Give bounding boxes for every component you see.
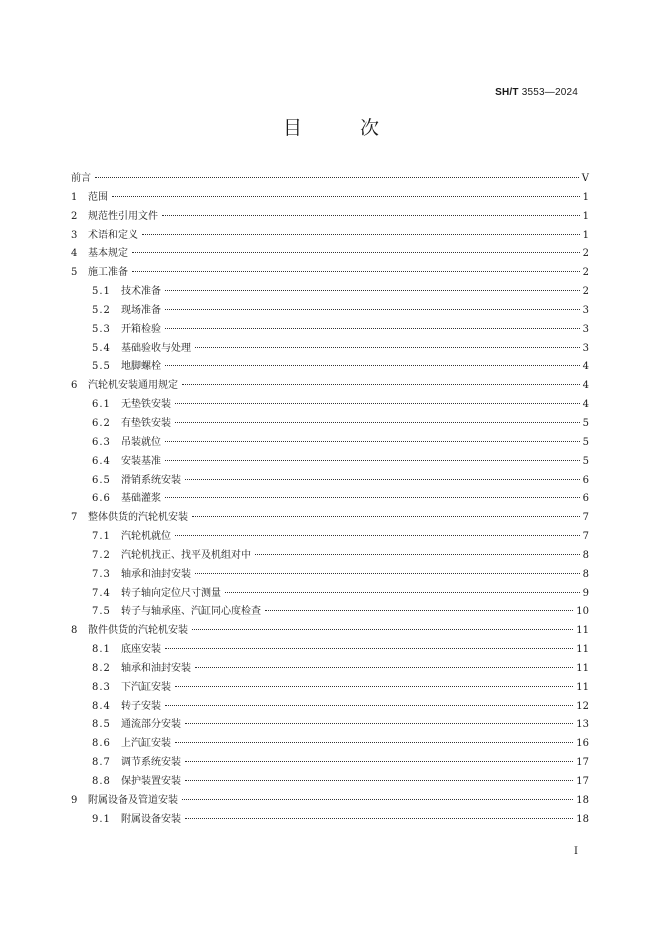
toc-entry-number: 8.7 bbox=[92, 757, 111, 769]
toc-entry-number: 5.1 bbox=[92, 286, 111, 298]
toc-entry-number: 8.5 bbox=[92, 719, 111, 731]
toc-leader-dots bbox=[95, 177, 579, 178]
toc-leader-dots bbox=[185, 761, 573, 762]
toc-entry-page: 2 bbox=[582, 248, 589, 260]
toc-entry-number: 5.3 bbox=[92, 323, 111, 335]
toc-leader-dots bbox=[165, 290, 580, 291]
toc-entry[interactable] bbox=[71, 396, 589, 415]
toc-entry-title: 下汽缸安装 bbox=[121, 681, 171, 693]
standard-number: 3553—2024 bbox=[518, 87, 578, 98]
toc-entry-title: 底座安装 bbox=[121, 644, 161, 656]
toc-entry-title: 基础验收与处理 bbox=[121, 342, 191, 354]
toc-entry-title: 安装基准 bbox=[121, 455, 161, 467]
toc-entry[interactable] bbox=[71, 321, 589, 340]
toc-entry[interactable] bbox=[71, 811, 589, 830]
table-of-contents bbox=[71, 170, 589, 830]
toc-entry-number: 3 bbox=[71, 229, 78, 241]
toc-entry[interactable] bbox=[71, 660, 589, 679]
toc-leader-dots bbox=[175, 686, 573, 687]
toc-entry-page: 17 bbox=[576, 776, 589, 787]
toc-entry[interactable] bbox=[71, 434, 589, 453]
toc-entry-page: 17 bbox=[576, 757, 589, 769]
toc-entry-title: 汽轮机找正、找平及机组对中 bbox=[121, 549, 251, 561]
toc-leader-dots bbox=[265, 610, 573, 611]
toc-entry-page: V bbox=[581, 173, 589, 184]
toc-leader-dots bbox=[112, 196, 580, 197]
toc-entry[interactable] bbox=[71, 340, 589, 359]
toc-leader-dots bbox=[165, 309, 580, 310]
toc-entry[interactable] bbox=[71, 208, 589, 227]
toc-entry-number: 6 bbox=[71, 380, 78, 392]
toc-entry-title: 现场准备 bbox=[121, 304, 161, 316]
toc-entry-page: 16 bbox=[576, 738, 589, 750]
toc-entry-number: 5 bbox=[71, 267, 78, 279]
page-title bbox=[0, 113, 662, 140]
toc-entry-page: 11 bbox=[576, 625, 589, 637]
toc-entry[interactable] bbox=[71, 472, 589, 491]
toc-entry-title: 散件供货的汽轮机安装 bbox=[88, 625, 188, 637]
toc-entry-page: 4 bbox=[582, 361, 589, 373]
toc-entry-number: 8 bbox=[71, 625, 78, 637]
toc-leader-dots bbox=[132, 252, 580, 253]
toc-entry-title: 范围 bbox=[88, 191, 108, 203]
toc-leader-dots bbox=[185, 818, 573, 819]
toc-entry-number: 8.4 bbox=[92, 700, 111, 712]
toc-entry[interactable] bbox=[71, 490, 589, 509]
toc-leader-dots bbox=[192, 516, 580, 517]
toc-entry-number: 5.2 bbox=[92, 304, 111, 316]
toc-leader-dots bbox=[175, 535, 580, 536]
toc-entry[interactable] bbox=[71, 358, 589, 377]
toc-entry-title: 轴承和油封安装 bbox=[121, 662, 191, 674]
toc-entry-title: 施工准备 bbox=[88, 267, 128, 279]
toc-entry-page: 18 bbox=[576, 794, 589, 806]
title-char-1: 目 bbox=[282, 117, 302, 139]
toc-entry-page: 4 bbox=[582, 399, 589, 411]
toc-entry[interactable] bbox=[71, 264, 589, 283]
toc-leader-dots bbox=[185, 479, 580, 480]
toc-entry-page: 6 bbox=[582, 493, 589, 505]
toc-entry-title: 汽轮机安装通用规定 bbox=[88, 380, 178, 392]
toc-entry-number: 9 bbox=[71, 794, 78, 806]
toc-leader-dots bbox=[185, 780, 573, 781]
toc-leader-dots bbox=[182, 799, 573, 800]
page-number: I bbox=[574, 846, 578, 857]
toc-entry-title: 附属设备及管道安装 bbox=[88, 794, 178, 806]
toc-leader-dots bbox=[255, 554, 580, 555]
toc-entry-page: 5 bbox=[582, 417, 589, 429]
toc-entry[interactable] bbox=[71, 227, 589, 246]
toc-entry-number: 8.8 bbox=[92, 776, 111, 787]
toc-entry-number: 6.5 bbox=[92, 474, 111, 486]
toc-leader-dots bbox=[182, 384, 580, 385]
toc-entry-page: 6 bbox=[582, 474, 589, 486]
toc-entry-page: 1 bbox=[582, 229, 589, 241]
toc-leader-dots bbox=[175, 422, 580, 423]
toc-entry-page: 1 bbox=[582, 210, 589, 222]
toc-entry[interactable] bbox=[71, 679, 589, 698]
toc-entry[interactable] bbox=[71, 453, 589, 472]
toc-entry-page: 8 bbox=[582, 549, 589, 561]
toc-entry-number: 8.3 bbox=[92, 681, 111, 693]
toc-entry[interactable] bbox=[71, 189, 589, 208]
toc-entry-title: 有垫铁安装 bbox=[121, 417, 171, 429]
standard-prefix: SH/T bbox=[495, 87, 519, 98]
toc-entry-title: 无垫铁安装 bbox=[121, 399, 171, 411]
toc-entry[interactable] bbox=[71, 622, 589, 641]
toc-entry-page: 3 bbox=[582, 304, 589, 316]
toc-leader-dots bbox=[165, 328, 580, 329]
toc-entry-page: 7 bbox=[582, 512, 589, 524]
toc-leader-dots bbox=[165, 460, 580, 461]
toc-entry-page: 10 bbox=[576, 606, 589, 618]
toc-entry[interactable] bbox=[71, 754, 589, 773]
toc-leader-dots bbox=[165, 365, 580, 366]
toc-entry-page: 8 bbox=[582, 568, 589, 580]
toc-entry[interactable] bbox=[71, 566, 589, 585]
toc-leader-dots bbox=[195, 347, 580, 348]
toc-entry-title: 通流部分安装 bbox=[121, 719, 181, 731]
toc-entry-number: 6.4 bbox=[92, 455, 111, 467]
toc-entry[interactable] bbox=[71, 716, 589, 735]
toc-entry[interactable] bbox=[71, 735, 589, 754]
toc-entry-page: 13 bbox=[576, 719, 589, 731]
toc-entry[interactable] bbox=[71, 283, 589, 302]
toc-entry-page: 2 bbox=[582, 267, 589, 279]
toc-entry-number: 7.3 bbox=[92, 568, 111, 580]
toc-entry[interactable] bbox=[71, 415, 589, 434]
toc-entry-title: 前言 bbox=[71, 173, 91, 184]
toc-leader-dots bbox=[195, 667, 573, 668]
toc-entry[interactable] bbox=[71, 698, 589, 717]
toc-leader-dots bbox=[192, 629, 573, 630]
toc-entry-title: 基本规定 bbox=[88, 248, 128, 260]
toc-entry-title: 整体供货的汽轮机安装 bbox=[88, 512, 188, 524]
toc-entry-page: 5 bbox=[582, 455, 589, 467]
toc-entry[interactable] bbox=[71, 603, 589, 622]
toc-entry-page: 18 bbox=[576, 813, 589, 825]
toc-entry[interactable] bbox=[71, 509, 589, 528]
toc-entry-number: 7.5 bbox=[92, 606, 111, 618]
toc-entry-number: 6.3 bbox=[92, 436, 111, 448]
toc-entry-page: 11 bbox=[576, 681, 589, 693]
toc-entry[interactable] bbox=[71, 773, 589, 792]
toc-entry-page: 11 bbox=[576, 662, 589, 674]
toc-entry-page: 11 bbox=[576, 644, 589, 656]
toc-entry[interactable] bbox=[71, 245, 589, 264]
toc-entry[interactable] bbox=[71, 302, 589, 321]
toc-entry-title: 地脚螺栓 bbox=[121, 361, 161, 373]
toc-leader-dots bbox=[165, 648, 573, 649]
toc-entry-title: 转子与轴承座、汽缸同心度检查 bbox=[121, 606, 261, 618]
toc-entry-page: 3 bbox=[582, 323, 589, 335]
toc-entry-page: 5 bbox=[582, 436, 589, 448]
toc-entry-page: 2 bbox=[582, 286, 589, 298]
toc-leader-dots bbox=[142, 234, 580, 235]
toc-entry-number: 8.2 bbox=[92, 662, 111, 674]
toc-entry-number: 6.2 bbox=[92, 417, 111, 429]
toc-leader-dots bbox=[185, 723, 573, 724]
toc-entry-title: 轴承和油封安装 bbox=[121, 568, 191, 580]
toc-leader-dots bbox=[195, 573, 580, 574]
toc-entry-title: 滑销系统安装 bbox=[121, 474, 181, 486]
toc-entry-title: 技术准备 bbox=[121, 286, 161, 298]
toc-entry-title: 汽轮机就位 bbox=[121, 531, 171, 543]
toc-leader-dots bbox=[165, 441, 580, 442]
toc-entry-number: 5.4 bbox=[92, 342, 111, 354]
toc-entry-number: 6.1 bbox=[92, 399, 111, 411]
toc-entry-number: 6.6 bbox=[92, 493, 111, 505]
toc-entry-page: 9 bbox=[582, 587, 589, 599]
toc-leader-dots bbox=[165, 497, 580, 498]
toc-entry-title: 转子轴向定位尺寸测量 bbox=[121, 587, 221, 599]
toc-entry-title: 上汽缸安装 bbox=[121, 738, 171, 750]
toc-entry-title: 保护装置安装 bbox=[121, 776, 181, 787]
toc-entry-number: 7.1 bbox=[92, 531, 111, 543]
standard-code bbox=[495, 87, 578, 98]
toc-entry-page: 3 bbox=[582, 342, 589, 354]
toc-entry-title: 附属设备安装 bbox=[121, 813, 181, 825]
toc-leader-dots bbox=[175, 742, 573, 743]
toc-entry-number: 9.1 bbox=[92, 813, 111, 825]
toc-entry-title: 术语和定义 bbox=[88, 229, 138, 241]
toc-entry-page: 12 bbox=[576, 700, 589, 712]
toc-entry-title: 转子安装 bbox=[121, 700, 161, 712]
toc-entry-title: 基础灌浆 bbox=[121, 493, 161, 505]
toc-entry-page: 7 bbox=[582, 531, 589, 543]
toc-entry[interactable] bbox=[71, 170, 589, 189]
toc-entry-number: 1 bbox=[71, 191, 78, 203]
toc-entry[interactable] bbox=[71, 547, 589, 566]
toc-entry-number: 4 bbox=[71, 248, 78, 260]
toc-entry[interactable] bbox=[71, 528, 589, 547]
toc-entry-page: 4 bbox=[582, 380, 589, 392]
toc-entry[interactable] bbox=[71, 641, 589, 660]
toc-leader-dots bbox=[225, 592, 580, 593]
toc-entry[interactable] bbox=[71, 792, 589, 811]
toc-entry-title: 吊装就位 bbox=[121, 436, 161, 448]
toc-leader-dots bbox=[165, 705, 573, 706]
toc-leader-dots bbox=[162, 215, 580, 216]
toc-entry-number: 8.1 bbox=[92, 644, 111, 656]
toc-leader-dots bbox=[132, 271, 580, 272]
toc-entry[interactable] bbox=[71, 585, 589, 604]
toc-entry-number: 2 bbox=[71, 210, 78, 222]
toc-entry-page: 1 bbox=[582, 191, 589, 203]
toc-entry-title: 调节系统安装 bbox=[121, 757, 181, 769]
toc-entry[interactable] bbox=[71, 377, 589, 396]
toc-leader-dots bbox=[175, 403, 580, 404]
toc-entry-number: 5.5 bbox=[92, 361, 111, 373]
toc-entry-title: 开箱检验 bbox=[121, 323, 161, 335]
toc-entry-number: 8.6 bbox=[92, 738, 111, 750]
toc-entry-title: 规范性引用文件 bbox=[88, 210, 158, 222]
toc-entry-number: 7.4 bbox=[92, 587, 111, 599]
toc-entry-number: 7 bbox=[71, 512, 78, 524]
title-char-2: 次 bbox=[360, 117, 380, 139]
toc-entry-number: 7.2 bbox=[92, 549, 111, 561]
